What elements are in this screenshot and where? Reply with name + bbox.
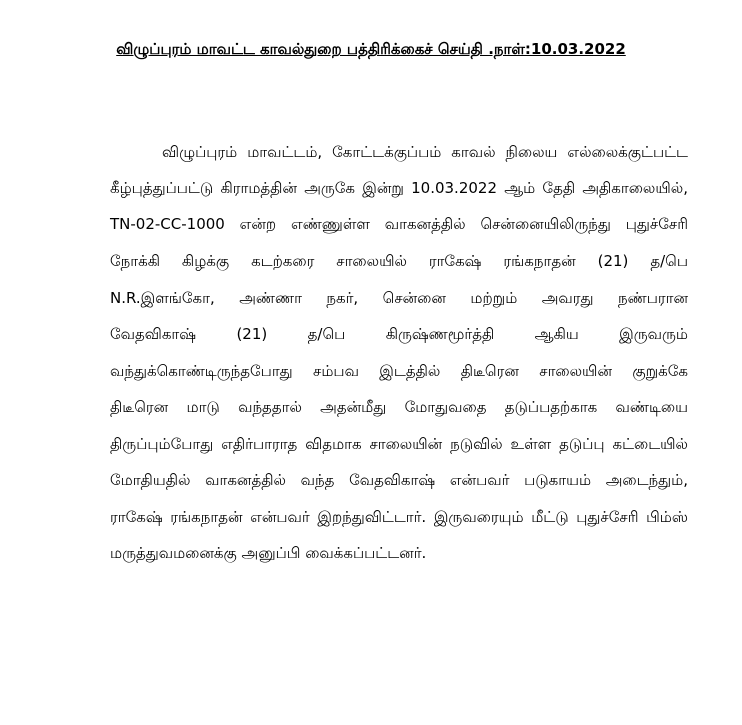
body-line-9: திருப்பும்போது எதிர்பாராத விதமாக சாலையின் நடுவில் உள்ள தடுப்பு கட்டையில் [110,435,688,453]
press-release-title: விழுப்புரம் மாவட்ட காவல்துறை பத்திரிக்கைச் செய்தி .நாள்:10.03.2022 [116,40,626,58]
body-line-5: N.R.இளங்கோ, அண்ணா நகர், சென்னை மற்றும் அவரது நண்பரான [110,289,688,307]
body-line-2: கீழ்புத்துப்பட்டு கிராமத்தின் அருகே இன்று 10.03.2022 ஆம் தேதி அதிகாலையில், [110,179,688,197]
body-line-11: ராகேஷ் ரங்கநாதன் என்பவர் இறந்துவிட்டார். இருவரையும் மீட்டு புதுச்சேரி பிம்ஸ் [110,508,688,526]
body-line-3: TN-02-CC-1000 என்ற எண்ணுள்ள வாகனத்தில் சென்னையிலிருந்து புதுச்சேரி [110,215,688,233]
body-line-4: நோக்கி கிழக்கு கடற்கரை சாலையில் ராகேஷ் ரங்கநாதன் (21) த/பெ [110,252,688,270]
body-line-6: வேதவிகாஷ் (21) த/பெ கிருஷ்ணமூர்த்தி ஆகிய இருவரும் [110,325,688,343]
body-line-8: திடீரென மாடு வந்ததால் அதன்மீது மோதுவதை தடுப்பதற்காக வண்டியை [110,398,688,416]
body-line-1: விழுப்புரம் மாவட்டம், கோட்டக்குப்பம் காவல் நிலைய எல்லைக்குட்பட்ட [162,143,688,161]
body-line-7: வந்துக்கொண்டிருந்தபோது சம்பவ இடத்தில் திடீரென சாலையின் குறுக்கே [110,362,688,380]
body-line-10: மோதியதில் வாகனத்தில் வந்த வேதவிகாஷ் என்பவர் படுகாயம் அடைந்தும், [110,471,688,489]
body-line-12: மருத்துவமனைக்கு அனுப்பி வைக்கப்பட்டனர். [110,544,427,562]
